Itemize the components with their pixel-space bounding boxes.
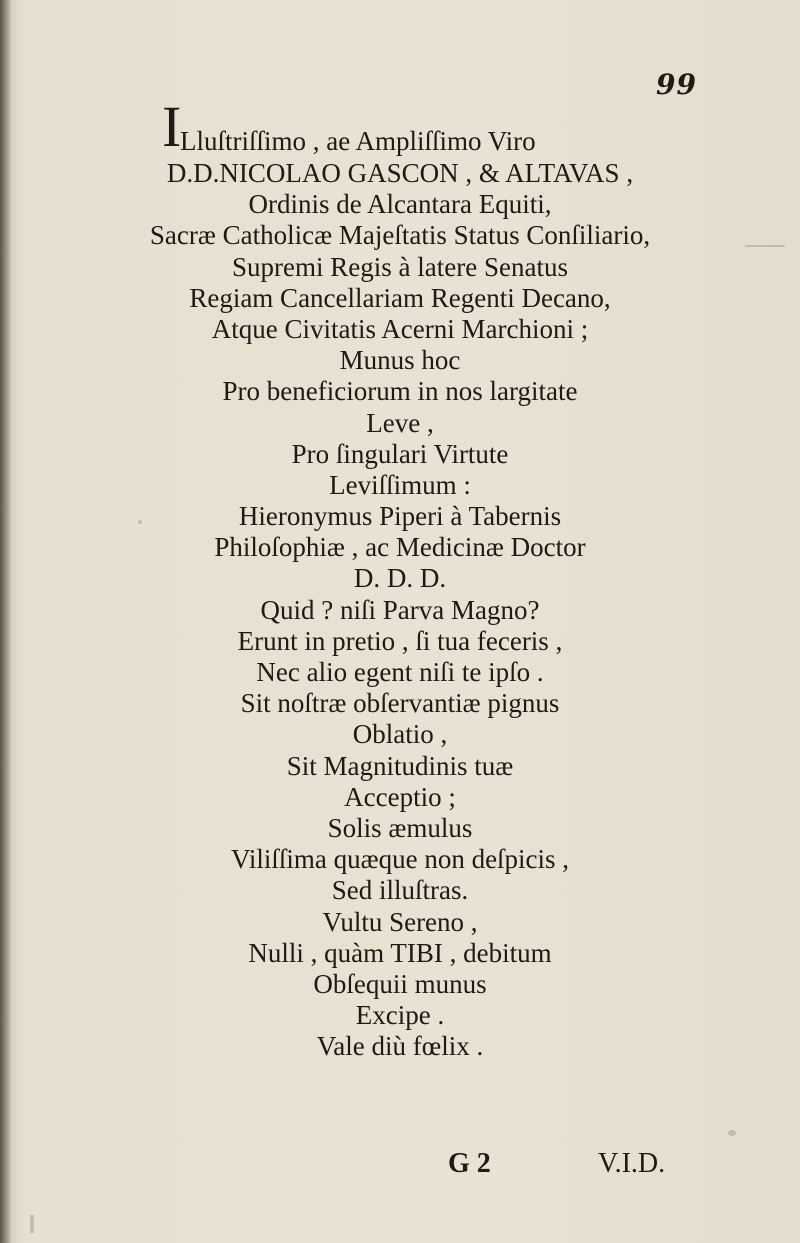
initial-letter: I xyxy=(162,94,182,159)
dedication-first-line xyxy=(70,96,730,158)
page-number: 99 xyxy=(656,68,697,101)
text-line: Sit Magnitudinis tuæ xyxy=(286,750,514,781)
text-line: Hieronymus Piperi à Tabernis xyxy=(238,501,562,532)
catchword: V.I.D. xyxy=(598,1148,666,1179)
text-line: Solis æmulus xyxy=(327,812,473,843)
signature-mark: G 2 xyxy=(448,1148,491,1179)
text-line: Leviſſimum : xyxy=(329,469,471,500)
first-line-text: Lluſtriſſimo , ae Ampliſſimo Viro xyxy=(180,126,536,156)
text-line: Supremi Regis à latere Senatus xyxy=(232,251,568,282)
page-footer xyxy=(0,1148,800,1188)
text-line: Erunt in pretio , ſi tua feceris , xyxy=(237,625,563,656)
text-line: Munus hoc xyxy=(339,345,461,376)
text-line: Sacræ Catholicæ Majeſtatis Status Conſiliario, xyxy=(149,220,651,251)
text-line: Nec alio egent niſi te ipſo . xyxy=(256,657,544,687)
page-gutter xyxy=(0,0,12,1243)
text-line: Oblatio , xyxy=(352,719,448,750)
text-line: Sit noſtræ obſervantiæ pignus xyxy=(240,688,560,719)
text-line: Obſequii munus xyxy=(313,968,487,999)
text-line: Pro beneficiorum in nos largitate xyxy=(222,376,578,407)
text-line: Excipe . xyxy=(355,1000,445,1031)
text-line: Atque Civitatis Acerni Marchioni ; xyxy=(211,313,589,344)
text-line: Nulli , quàm TIBI , debitum xyxy=(248,937,552,968)
paper-speck xyxy=(728,1130,736,1136)
paper-speck xyxy=(745,245,785,247)
text-line: Viliſſima quæque non deſpicis , xyxy=(230,844,570,875)
text-line: Vultu Sereno , xyxy=(322,906,478,937)
text-line: Quid ? niſi Parva Magno? xyxy=(260,594,540,625)
dedication-text xyxy=(70,96,730,1062)
text-line: Ordinis de Alcantara Equiti, xyxy=(248,189,552,220)
text-line: Acceptio ; xyxy=(344,781,456,812)
text-line: Pro ſingulari Virtute xyxy=(291,438,509,469)
text-line: Sed illuſtras. xyxy=(331,875,469,906)
text-line: D.D.NICOLAO GASCON , & ALTAVAS , xyxy=(166,158,634,188)
paper-speck xyxy=(138,520,142,524)
text-line: Regiam Cancellariam Regenti Decano, xyxy=(189,282,611,313)
text-line: D. D. D. xyxy=(353,563,447,594)
text-line: Philoſophiæ , ac Medicinæ Doctor xyxy=(214,532,586,563)
text-line: Vale diù fœlix . xyxy=(316,1031,484,1062)
paper-speck xyxy=(30,1215,34,1233)
text-line: Leve , xyxy=(366,407,434,438)
